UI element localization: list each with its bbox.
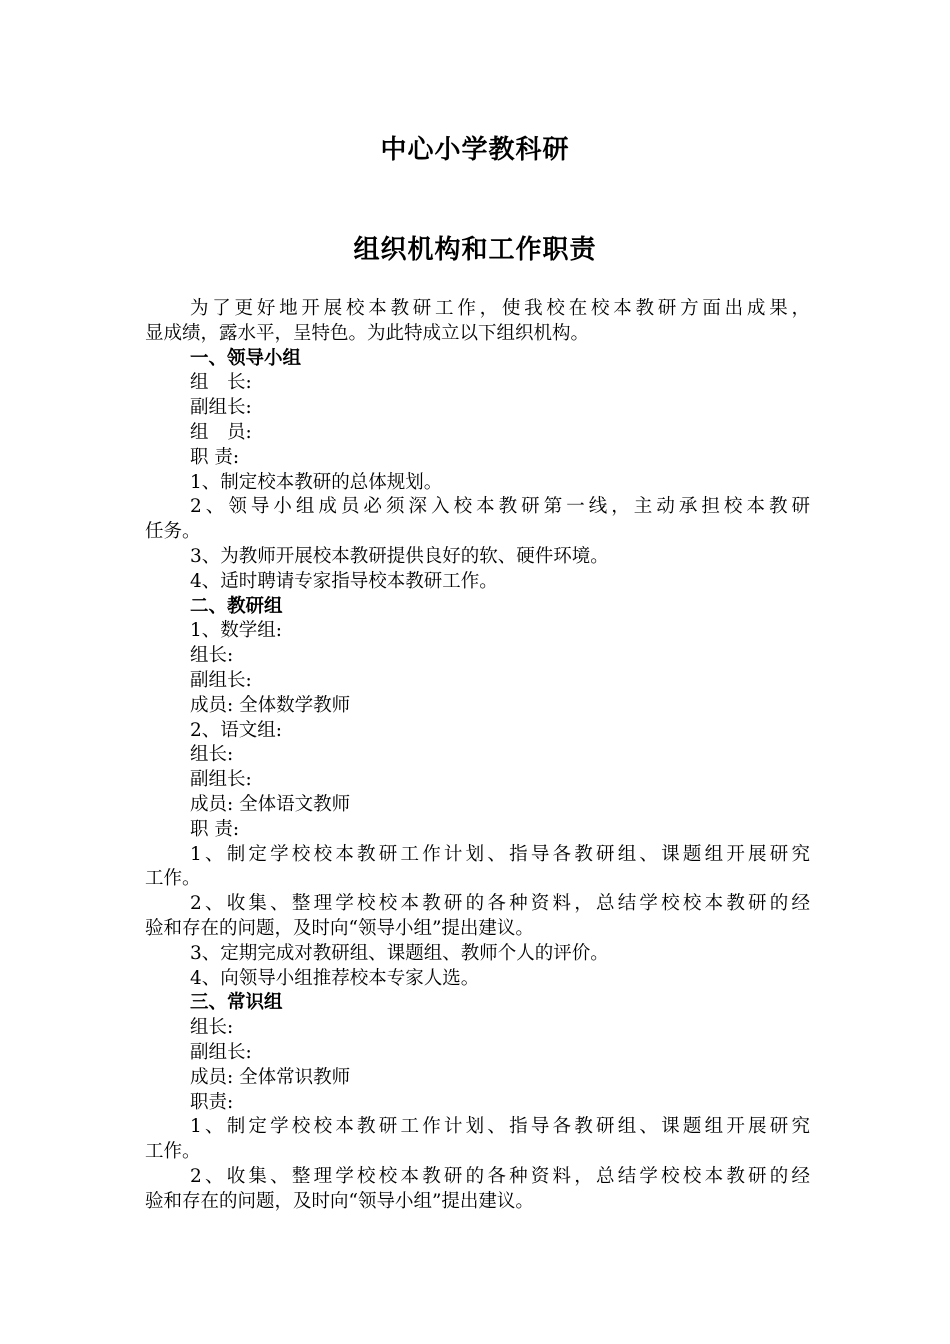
body-line [145, 520, 810, 545]
line-text: 组长: [190, 744, 234, 766]
body-line [145, 1066, 810, 1091]
line-text: 成员: 全体数学教师 [190, 694, 351, 716]
line-text: 工作。 [145, 1141, 201, 1163]
body-line [145, 793, 810, 818]
body-line [145, 1041, 810, 1066]
body-line [145, 619, 810, 644]
body-line [145, 471, 810, 496]
line-text: 任务。 [145, 521, 201, 543]
body-line [145, 396, 810, 421]
body-line [145, 421, 810, 446]
line-text: 验和存在的问题，及时向“领导小组”提出建议。 [145, 1190, 534, 1212]
line-text: 3、定期完成对教研组、课题组、教师个人的评价。 [190, 942, 609, 964]
body-line [145, 694, 810, 719]
line-text: 三、常识组 [190, 992, 283, 1014]
body-line [145, 545, 810, 570]
document-title: 中心小学教科研 [380, 135, 570, 165]
line-text: 1、制定学校校本教研工作计划、指导各教研组、课题组开展研究 [190, 843, 810, 865]
section-heading [145, 347, 810, 372]
line-text: 显成绩，露水平，呈特色。为此特成立以下组织机构。 [145, 322, 590, 344]
body-line [145, 1091, 810, 1116]
line-text: 一、领导小组 [190, 347, 302, 369]
line-text: 验和存在的问题，及时向“领导小组”提出建议。 [145, 917, 534, 939]
line-text: 组 长: [190, 372, 252, 394]
line-text: 4、适时聘请专家指导校本教研工作。 [190, 570, 498, 592]
line-text: 副组长: [190, 397, 252, 419]
body-line [145, 446, 810, 471]
line-text: 3、为教师开展校本教研提供良好的软、硬件环境。 [190, 545, 609, 567]
line-text: 2、领导小组成员必须深入校本教研第一线，主动承担校本教研 [190, 496, 810, 518]
section-heading [145, 595, 810, 620]
body-line [145, 371, 810, 396]
line-text: 副组长: [190, 669, 252, 691]
line-text: 1、制定学校校本教研工作计划、指导各教研组、课题组开展研究 [190, 1116, 810, 1138]
body-line [145, 1140, 810, 1165]
body-line [145, 1165, 810, 1190]
line-text: 工作。 [145, 868, 201, 890]
document-body [145, 297, 810, 1214]
body-line [145, 570, 810, 595]
body-line [145, 942, 810, 967]
body-line [145, 818, 810, 843]
body-line [145, 892, 810, 917]
body-line [145, 669, 810, 694]
section-heading [145, 991, 810, 1016]
line-text: 2、收集、整理学校校本教研的各种资料，总结学校校本教研的经 [190, 1165, 810, 1187]
line-text: 组长: [190, 1017, 234, 1039]
body-line [145, 297, 810, 322]
body-line [145, 743, 810, 768]
line-text: 为了更好地开展校本教研工作，使我校在校本教研方面出成果， [190, 298, 810, 319]
body-line [145, 1115, 810, 1140]
body-line [145, 322, 810, 347]
body-line [145, 768, 810, 793]
line-text: 职 责: [190, 818, 240, 840]
body-line [145, 967, 810, 992]
line-text: 副组长: [190, 769, 252, 791]
body-line [145, 495, 810, 520]
body-line [145, 1016, 810, 1041]
body-line [145, 917, 810, 942]
body-line [145, 644, 810, 669]
line-text: 职 责: [190, 446, 240, 468]
line-text: 副组长: [190, 1041, 252, 1063]
body-line [145, 867, 810, 892]
line-text: 2、语文组: [190, 719, 283, 741]
line-text: 职责: [190, 1091, 234, 1113]
body-line [145, 1190, 810, 1215]
line-text: 4、向领导小组推荐校本专家人选。 [190, 967, 480, 989]
line-text: 二、教研组 [190, 595, 283, 617]
line-text: 1、制定校本教研的总体规划。 [190, 471, 443, 493]
body-line [145, 719, 810, 744]
body-line [145, 843, 810, 868]
line-text: 成员: 全体常识教师 [190, 1066, 351, 1088]
line-text: 成员: 全体语文教师 [190, 793, 351, 815]
document-subtitle: 组织机构和工作职责 [353, 235, 597, 265]
line-text: 组 员: [190, 421, 252, 443]
line-text: 组长: [190, 645, 234, 667]
line-text: 1、数学组: [190, 620, 283, 642]
line-text: 2、收集、整理学校校本教研的各种资料，总结学校校本教研的经 [190, 893, 810, 915]
